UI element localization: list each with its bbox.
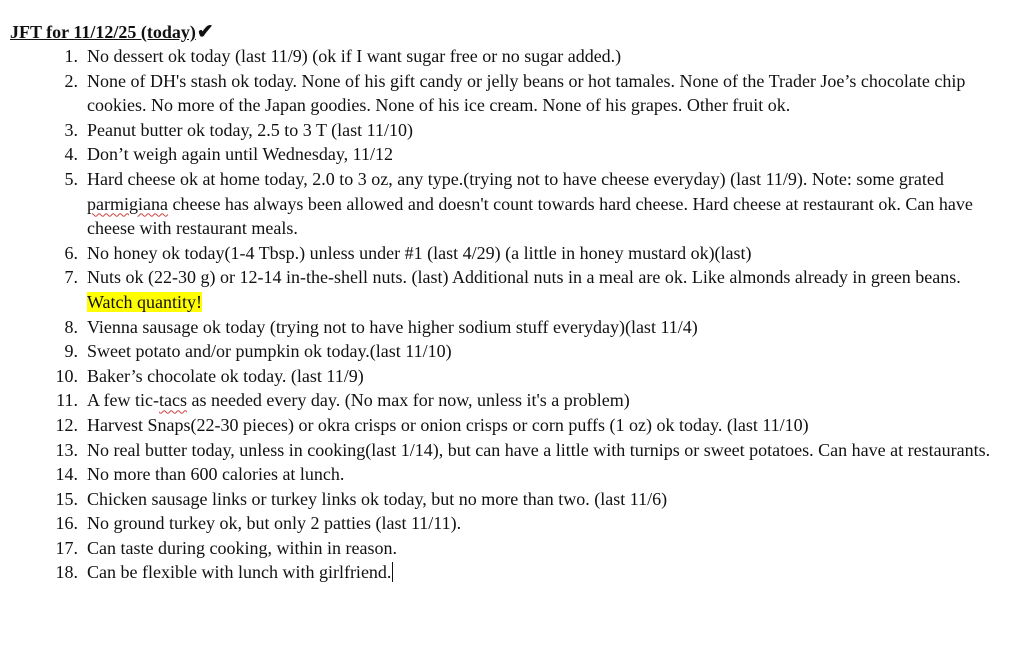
numbered-list [10, 44, 1010, 585]
list-item [10, 438, 1010, 463]
list-item [10, 118, 1010, 143]
list-item-text: A few tic- [87, 390, 159, 411]
list-item-text: Nuts ok (22-30 g) or 12-14 in-the-shell nuts. (last) Additional nuts in a meal are ok. Like almonds already in green beans. [87, 267, 961, 288]
list-item-text: Can be flexible with lunch with girlfriend. [87, 562, 392, 583]
list-item-number: 1. [64, 46, 78, 66]
list-item-text: No honey ok today(1-4 Tbsp.) unless under #1 (last 4/29) (a little in honey mustard ok)(last) [87, 242, 752, 263]
list-item [10, 167, 1010, 241]
checkmark-icon: ✔ [196, 21, 214, 43]
list-item [10, 265, 1010, 314]
list-item-number: 3. [64, 119, 78, 140]
list-item-number: 18. [55, 562, 78, 583]
list-item-text: None of DH's stash ok today. None of his gift candy or jelly beans or hot tamales. None of the Trader Joe’s chocolate chip cookies. No more of the Japan goodies. None of his ice cream. None of his grapes. Other fruit ok. [87, 70, 966, 116]
list-item-text: Harvest Snaps(22-30 pieces) or okra crisps or onion crisps or corn puffs (1 oz) ok today. (last 11/10) [87, 414, 809, 435]
list-item [10, 315, 1010, 340]
document-title [10, 20, 1010, 44]
list-item-number: 5. [64, 168, 78, 189]
list-item-number: 15. [55, 488, 78, 509]
list-item [10, 241, 1010, 266]
text-cursor [392, 562, 393, 582]
list-item-number: 10. [55, 365, 78, 386]
list-item-text: Sweet potato and/or pumpkin ok today.(last 11/10) [87, 341, 452, 362]
list-item-number: 12. [55, 414, 78, 435]
list-item [10, 536, 1010, 561]
list-item [10, 69, 1010, 118]
list-item [10, 487, 1010, 512]
list-item-number: 14. [55, 464, 78, 485]
list-item-number: 17. [55, 537, 78, 558]
spellcheck-flagged-word: tacs [158, 390, 187, 411]
list-item-number: 7. [64, 267, 78, 288]
list-item-number: 9. [64, 341, 78, 362]
list-item [10, 44, 1010, 69]
list-item-text: cheese has always been allowed and doesn't count towards hard cheese. Hard cheese at restaurant ok. Can have cheese with restaurant meals. [87, 193, 973, 239]
list-item [10, 388, 1010, 413]
list-item-number: 16. [55, 513, 78, 534]
list-item-text: No ground turkey ok, but only 2 patties (last 11/11). [87, 513, 462, 534]
list-item [10, 364, 1010, 389]
list-item-text: No real butter today, unless in cooking(last 1/14), but can have a little with turnips or sweet potatoes. Can have at restaurants. [87, 439, 991, 460]
list-item-number: 8. [64, 316, 78, 337]
document-body[interactable] [10, 20, 1010, 585]
list-item-number: 13. [55, 439, 78, 460]
list-item-text: Peanut butter ok today, 2.5 to 3 T (last 11/10) [87, 119, 413, 140]
list-item-number: 2. [64, 70, 78, 91]
spellcheck-flagged-word: parmigiana [87, 193, 168, 214]
list-item-text: Can taste during cooking, within in reason. [87, 537, 397, 558]
list-item-text: No more than 600 calories at lunch. [87, 464, 345, 485]
list-item-text: Vienna sausage ok today (trying not to have higher sodium stuff everyday)(last 11/4) [87, 316, 698, 337]
list-item-text: Chicken sausage links or turkey links ok today, but no more than two. (last 11/6) [87, 488, 668, 509]
highlighted-text: Watch quantity! [87, 291, 203, 312]
list-item [10, 462, 1010, 487]
list-item-text: Hard cheese ok at home today, 2.0 to 3 oz, any type.(trying not to have cheese everyday) (last 11/9). Note: some grated [87, 168, 944, 189]
list-item-number: 11. [56, 390, 78, 411]
list-item [10, 511, 1010, 536]
list-item-text: Baker’s chocolate ok today. (last 11/9) [87, 365, 364, 386]
list-item-text: Don’t weigh again until Wednesday, 11/12 [87, 144, 393, 165]
list-item [10, 142, 1010, 167]
list-item-number: 6. [64, 242, 78, 263]
title-text: JFT for 11/12/25 (today) [10, 22, 196, 42]
list-item [10, 413, 1010, 438]
list-item [10, 339, 1010, 364]
list-item [10, 560, 1010, 585]
list-item-number: 4. [64, 144, 78, 165]
list-item-text: as needed every day. (No max for now, unless it's a problem) [186, 390, 630, 411]
list-item-text: No dessert ok today (last 11/9) (ok if I want sugar free or no sugar added.) [87, 46, 622, 66]
